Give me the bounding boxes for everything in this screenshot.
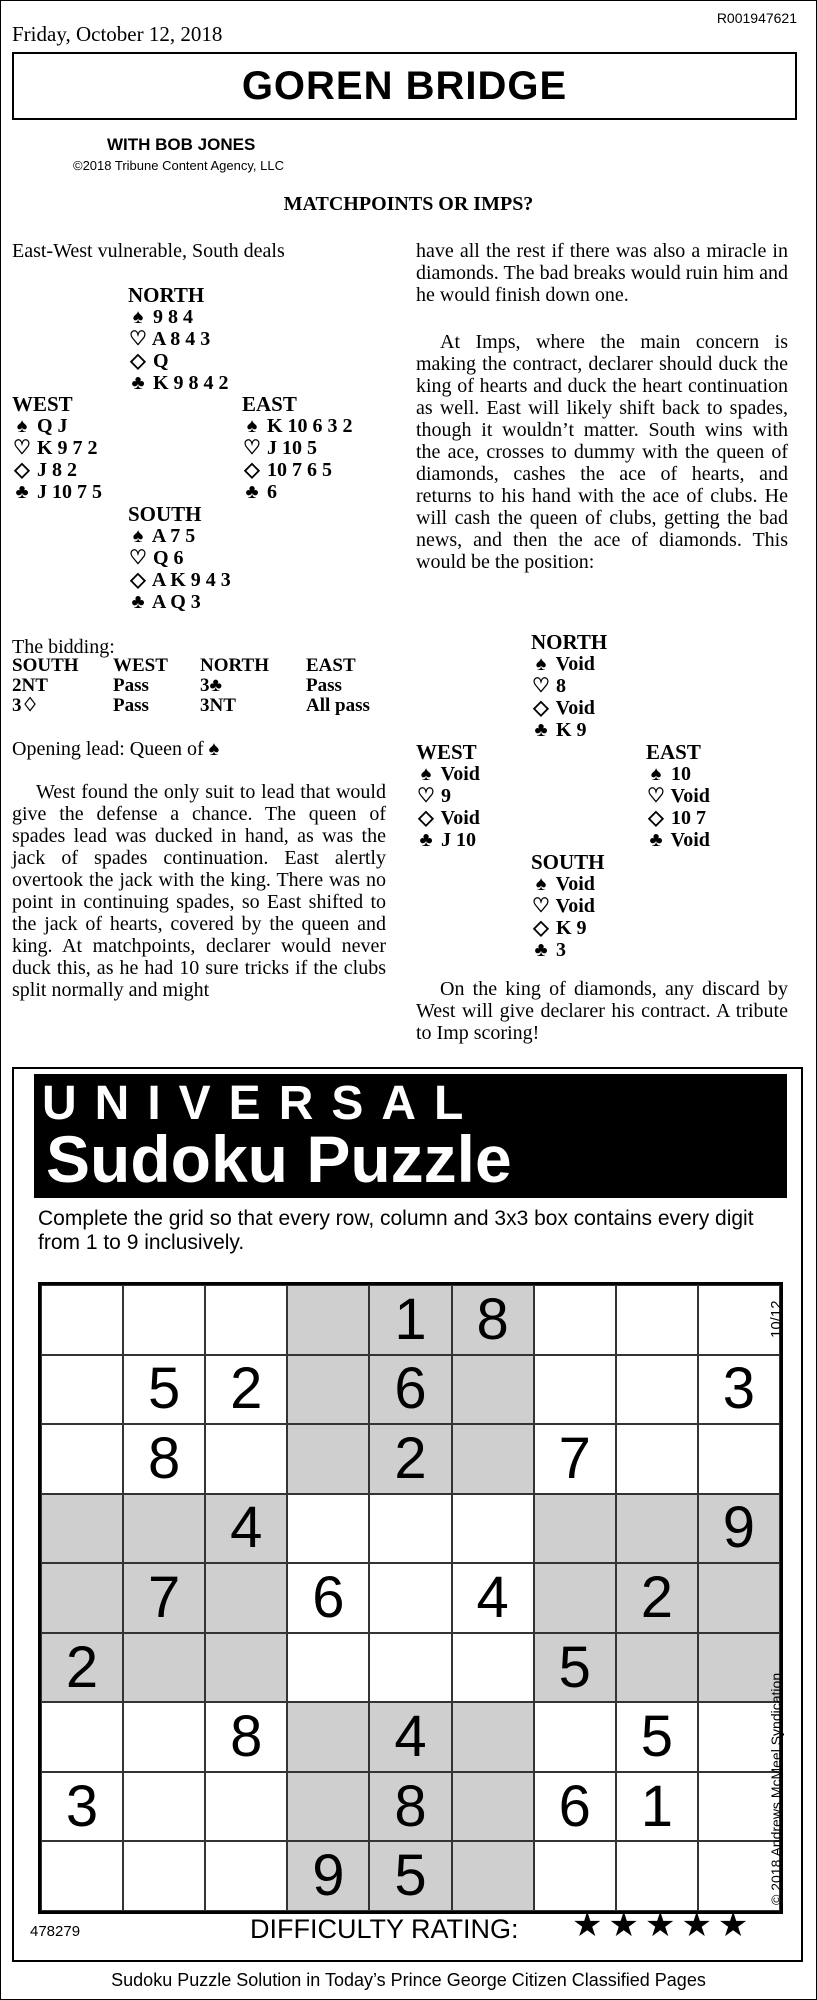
sudoku-cell [287, 1702, 369, 1772]
bidding-column-east [306, 656, 370, 716]
sudoku-cell: 2 [369, 1424, 451, 1494]
diamond-icon: ◇ [244, 459, 260, 481]
sudoku-cell: 8 [205, 1702, 287, 1772]
sudoku-cell: 5 [123, 1355, 205, 1425]
sudoku-cell: 7 [123, 1563, 205, 1633]
sudoku-cell: 6 [369, 1355, 451, 1425]
sudoku-cell [41, 1355, 123, 1425]
sudoku-cell [698, 1563, 780, 1633]
sudoku-cell: 6 [287, 1563, 369, 1633]
north-hearts: A 8 4 3 [151, 328, 211, 350]
position-west-hearts: 9 [441, 785, 451, 807]
club-icon: ♣ [15, 481, 29, 503]
sudoku-cell: 1 [369, 1285, 451, 1355]
east-spades: K 10 6 3 2 [267, 415, 353, 437]
sudoku-cell [534, 1702, 616, 1772]
headline: MATCHPOINTS OR IMPS? [283, 193, 534, 215]
sudoku-cell [452, 1494, 534, 1564]
sudoku-cell [452, 1772, 534, 1842]
bidding-column-south [12, 656, 79, 716]
sudoku-cell [452, 1633, 534, 1703]
sudoku-cell [41, 1424, 123, 1494]
sudoku-cell [369, 1494, 451, 1564]
diamond-icon: ◇ [14, 459, 30, 481]
position-south-title: SOUTH [531, 850, 605, 874]
sudoku-cell [205, 1772, 287, 1842]
spade-icon: ♠ [535, 873, 547, 895]
sudoku-cell: 1 [616, 1772, 698, 1842]
south-title: SOUTH [128, 502, 202, 526]
south-diamonds: A K 9 4 3 [151, 569, 231, 591]
bid-cell: Pass [113, 675, 149, 696]
position-south [531, 851, 605, 961]
byline: WITH BOB JONES [107, 135, 256, 154]
opening-lead: Opening lead: Queen of ♠ [12, 738, 220, 760]
sudoku-cell [616, 1841, 698, 1911]
heart-icon: ♡ [647, 785, 665, 807]
sudoku-cell: 2 [41, 1633, 123, 1703]
sudoku-cell [287, 1355, 369, 1425]
west-hearts: K 9 7 2 [37, 437, 98, 459]
west-diamonds: J 8 2 [37, 459, 77, 481]
article-paragraph-3: At Imps, where the main concern is making the contract, declarer should duck the king of hearts and duck the heart continuation as well. East will likely shift back to spades, though it wouldn’t matter. South wins with the ace, crosses to dummy with the queen of diamonds, cashes the ace of hearts, and returns to his hand with the ace of clubs. He will cash the queen of clubs, getting the bad news, and then the ace of diamonds. This would be the position: [416, 331, 788, 573]
sudoku-cell: 8 [123, 1424, 205, 1494]
diamond-icon: ◇ [533, 697, 549, 719]
sudoku-cell: 4 [452, 1563, 534, 1633]
sudoku-cell [287, 1633, 369, 1703]
article-paragraph-1: West found the only suit to lead that would give the defense a chance. The queen of spades lead was ducked in hand, as was the jack of spades continuation. East alertly overtook the jack with the king. There was no point in continuing spades, so East shifted to the jack of hearts, covered by the queen and king. At matchpoints, declarer would never duck this, as he had 10 sure tricks if the clubs split normally and might [12, 781, 386, 1001]
sudoku-cell [698, 1424, 780, 1494]
sudoku-date: 10/12 [768, 1300, 785, 1338]
sudoku-cell: 6 [534, 1772, 616, 1842]
position-south-spades: Void [555, 873, 595, 895]
difficulty-label: DIFFICULTY RATING: [250, 1914, 519, 1944]
sudoku-cell: 4 [205, 1494, 287, 1564]
position-north-title: NORTH [531, 630, 608, 654]
sudoku-cell [123, 1702, 205, 1772]
sudoku-cell: 5 [369, 1841, 451, 1911]
club-icon: ♣ [245, 481, 259, 503]
sudoku-cell [616, 1633, 698, 1703]
sudoku-cell: 8 [452, 1285, 534, 1355]
position-west-title: WEST [416, 740, 477, 764]
bidding-column-west [113, 656, 168, 716]
sudoku-cell [287, 1494, 369, 1564]
club-icon: ♣ [131, 591, 145, 613]
copyright: ©2018 Tribune Content Agency, LLC [73, 158, 284, 173]
heart-icon: ♡ [417, 785, 435, 807]
sudoku-cell [205, 1633, 287, 1703]
sudoku-cell [452, 1841, 534, 1911]
spade-icon: ♠ [16, 415, 28, 437]
title-box [12, 52, 797, 120]
position-south-diamonds: K 9 [556, 917, 587, 939]
sudoku-cell: 5 [534, 1633, 616, 1703]
puzzle-id: 478279 [30, 1923, 81, 1940]
east-hearts: J 10 5 [267, 437, 317, 459]
sudoku-cell [205, 1424, 287, 1494]
sudoku-cell [123, 1285, 205, 1355]
sudoku-cell [123, 1633, 205, 1703]
diamond-icon: ◇ [130, 569, 146, 591]
article-paragraph-4: On the king of diamonds, any discard by West will give declarer his contract. A tribute to Imp scoring! [416, 978, 788, 1044]
sudoku-cell [534, 1841, 616, 1911]
sudoku-cell [534, 1563, 616, 1633]
sudoku-cell [205, 1285, 287, 1355]
sudoku-cell [616, 1285, 698, 1355]
position-east-hearts: Void [670, 785, 710, 807]
east-diamonds: 10 7 6 5 [267, 459, 332, 481]
position-east-clubs: Void [670, 829, 710, 851]
position-west-clubs: J 10 [441, 829, 476, 851]
bidding-column-north [200, 656, 269, 716]
position-north-hearts: 8 [556, 675, 566, 697]
position-north-diamonds: Void [555, 697, 595, 719]
club-icon: ♣ [131, 372, 145, 394]
banner-top-text: UNIVERSAL [42, 1077, 482, 1130]
north-hand [128, 284, 229, 394]
sudoku-cell [452, 1355, 534, 1425]
bid-header: EAST [306, 655, 356, 676]
sudoku-cell [41, 1841, 123, 1911]
position-south-hearts: Void [555, 895, 595, 917]
sudoku-cell: 5 [616, 1702, 698, 1772]
position-east [646, 741, 710, 851]
sudoku-cell: 9 [698, 1494, 780, 1564]
diamond-icon: ◇ [130, 350, 146, 372]
sudoku-cell [534, 1355, 616, 1425]
sudoku-cell: 2 [616, 1563, 698, 1633]
sudoku-cell: 3 [698, 1355, 780, 1425]
east-title: EAST [242, 392, 297, 416]
sudoku-cell: 7 [534, 1424, 616, 1494]
sudoku-cell [287, 1772, 369, 1842]
position-west-spades: Void [440, 763, 480, 785]
south-hearts: Q 6 [153, 547, 184, 569]
west-title: WEST [12, 392, 73, 416]
bid-header: WEST [113, 655, 168, 676]
position-south-clubs: 3 [556, 939, 566, 961]
east-clubs: 6 [267, 481, 277, 503]
club-icon: ♣ [419, 829, 433, 851]
date-line: Friday, October 12, 2018 [12, 22, 223, 46]
sudoku-cell [41, 1702, 123, 1772]
sudoku-cell [287, 1285, 369, 1355]
sudoku-cell [369, 1633, 451, 1703]
heart-icon: ♡ [532, 675, 550, 697]
sudoku-cell [452, 1702, 534, 1772]
position-west-diamonds: Void [440, 807, 480, 829]
spade-icon: ♠ [132, 525, 144, 547]
bid-header: NORTH [200, 655, 270, 676]
spade-icon: ♠ [246, 415, 258, 437]
syndication-credit: © 2018 Andrews McMeel Syndication [768, 1672, 784, 1905]
position-north [531, 631, 607, 741]
sudoku-cell: 8 [369, 1772, 451, 1842]
heart-icon: ♡ [129, 328, 147, 350]
bid-cell: 2NT [12, 675, 48, 696]
sudoku-cell [123, 1772, 205, 1842]
bid-cell: Pass [306, 675, 342, 696]
sudoku-cell [41, 1494, 123, 1564]
bid-cell: 3NT [200, 695, 236, 716]
sudoku-cell [41, 1563, 123, 1633]
sudoku-cell [534, 1494, 616, 1564]
heart-icon: ♡ [532, 895, 550, 917]
column-title: GOREN BRIDGE [241, 63, 568, 108]
west-spades: Q J [37, 415, 68, 437]
sudoku-cell: 2 [205, 1355, 287, 1425]
position-north-spades: Void [555, 653, 595, 675]
south-hand [128, 503, 231, 613]
sudoku-cell [287, 1424, 369, 1494]
north-title: NORTH [128, 283, 205, 307]
position-east-title: EAST [646, 740, 701, 764]
north-clubs: K 9 8 4 2 [153, 372, 229, 394]
position-east-spades: 10 [671, 763, 691, 785]
heart-icon: ♡ [13, 437, 31, 459]
position-west [416, 741, 480, 851]
position-east-diamonds: 10 7 [671, 807, 706, 829]
sudoku-grid [38, 1282, 783, 1914]
spade-icon: ♠ [132, 306, 144, 328]
sudoku-banner [34, 1074, 787, 1198]
sudoku-cell [616, 1494, 698, 1564]
sudoku-cell: 9 [287, 1841, 369, 1911]
west-clubs: J 10 7 5 [37, 481, 102, 503]
diamond-icon: ◇ [533, 917, 549, 939]
bid-cell: All pass [306, 695, 370, 716]
bid-cell: Pass [113, 695, 149, 716]
position-north-clubs: K 9 [556, 719, 587, 741]
spade-icon: ♠ [650, 763, 662, 785]
north-spades: 9 8 4 [153, 306, 193, 328]
sudoku-cell: 4 [369, 1702, 451, 1772]
club-icon: ♣ [534, 939, 548, 961]
difficulty-stars: ★★★★★ [572, 1906, 755, 1944]
heart-icon: ♡ [243, 437, 261, 459]
sudoku-cell [205, 1563, 287, 1633]
reference-code: R001947621 [716, 10, 797, 26]
north-diamonds: Q [153, 350, 169, 372]
sudoku-cell [534, 1285, 616, 1355]
sudoku-cell [123, 1841, 205, 1911]
bid-cell: 3♣ [200, 675, 222, 696]
diamond-icon: ◇ [648, 807, 664, 829]
diamond-icon: ◇ [418, 807, 434, 829]
bid-header: SOUTH [12, 655, 79, 676]
south-spades: A 7 5 [151, 525, 196, 547]
club-icon: ♣ [534, 719, 548, 741]
heart-icon: ♡ [129, 547, 147, 569]
south-clubs: A Q 3 [151, 591, 201, 613]
sudoku-cell [616, 1355, 698, 1425]
sudoku-cell [205, 1841, 287, 1911]
sudoku-cell: 3 [41, 1772, 123, 1842]
east-hand [242, 393, 353, 503]
club-icon: ♣ [649, 829, 663, 851]
sudoku-cell [452, 1424, 534, 1494]
sudoku-cell [616, 1424, 698, 1494]
bidding-label: The bidding: [12, 636, 115, 658]
west-hand [12, 393, 102, 503]
sudoku-footer: Sudoku Puzzle Solution in Today’s Prince George Citizen Classified Pages [111, 1970, 706, 1990]
sudoku-instructions: Complete the grid so that every row, column and 3x3 box contains every digit from 1 to 9 inclusively. [38, 1207, 754, 1254]
sudoku-cell [123, 1494, 205, 1564]
sudoku-cell [369, 1563, 451, 1633]
spade-icon: ♠ [535, 653, 547, 675]
bid-cell: 3♢ [12, 695, 39, 716]
vulnerability-line: East-West vulnerable, South deals [12, 240, 285, 262]
spade-icon: ♠ [420, 763, 432, 785]
article-paragraph-2: have all the rest if there was also a miracle in diamonds. The bad breaks would ruin him and he would finish down one. [416, 240, 788, 306]
sudoku-cell [41, 1285, 123, 1355]
banner-bottom-text: Sudoku Puzzle [46, 1122, 512, 1196]
